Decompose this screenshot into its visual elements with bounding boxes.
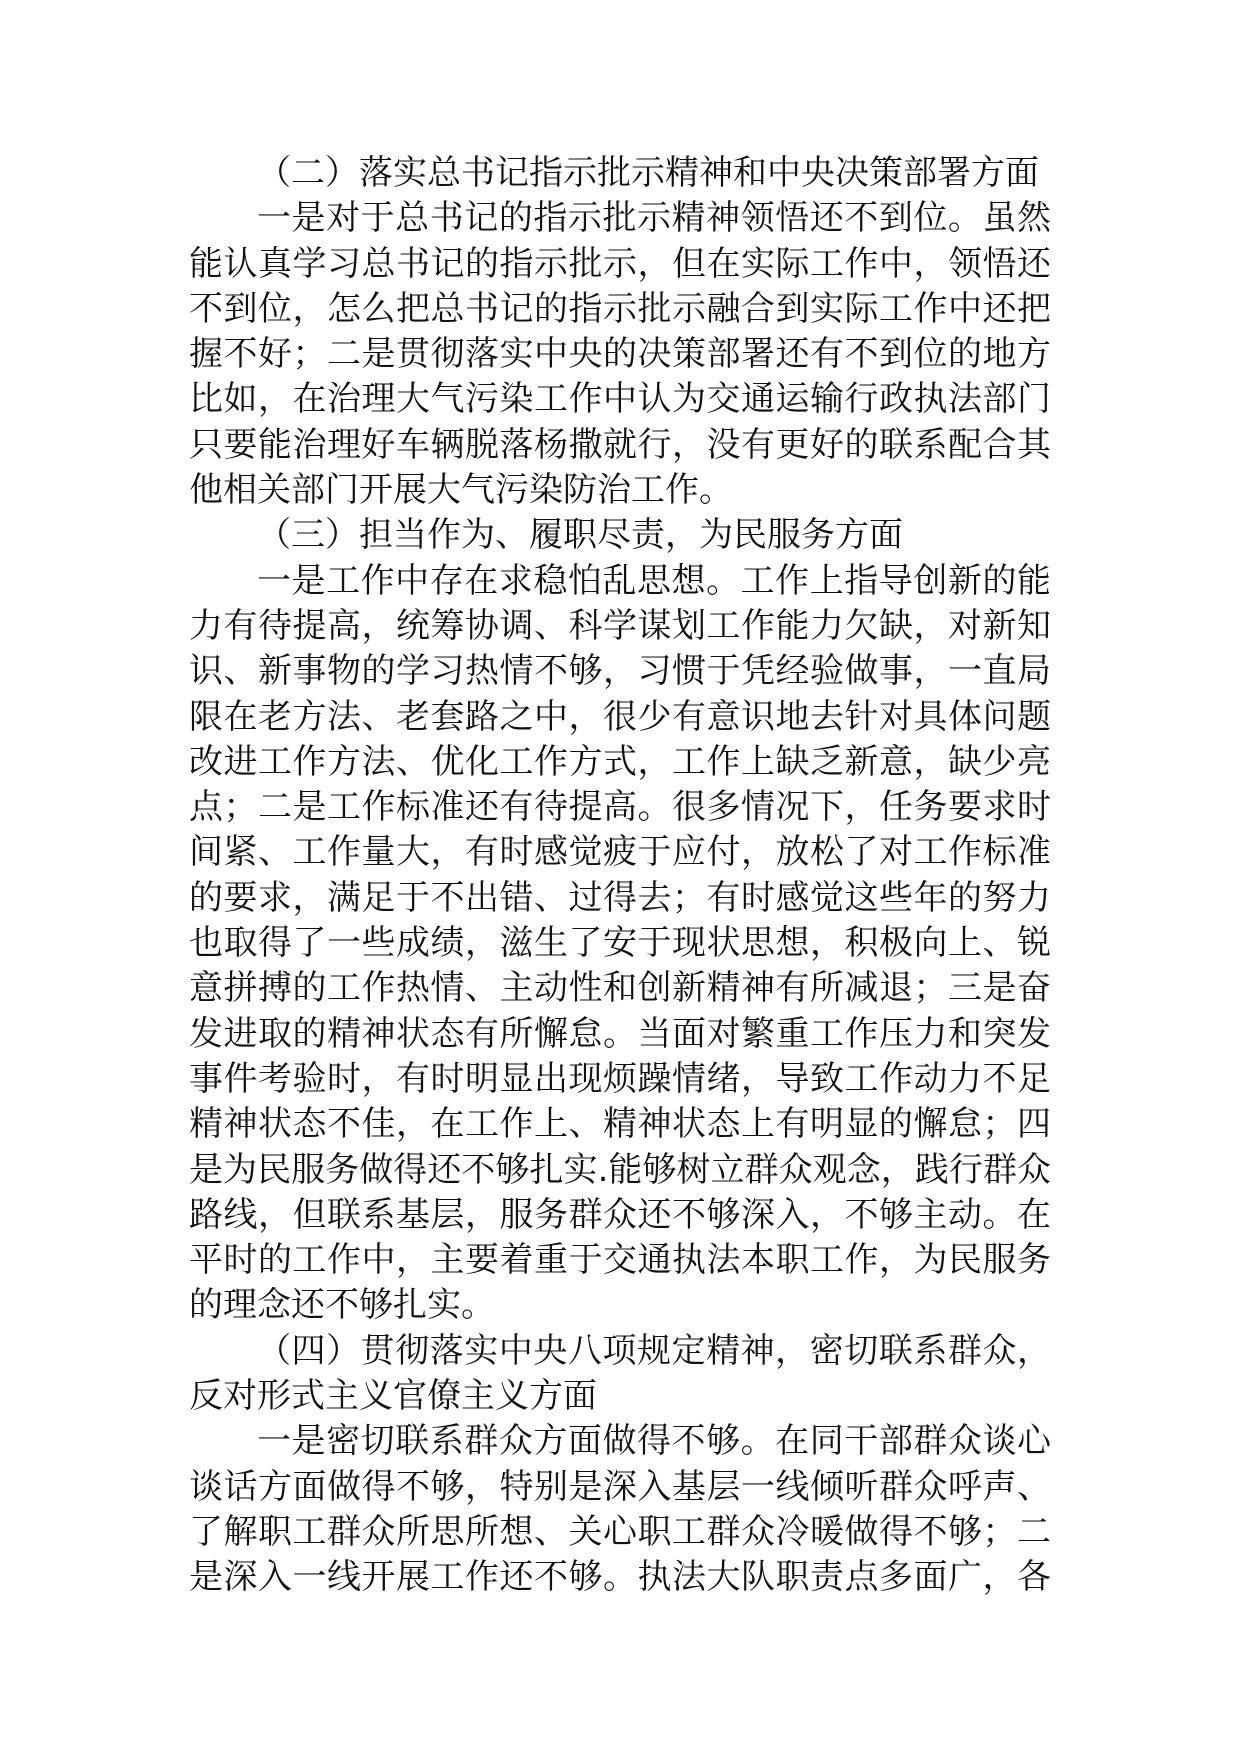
body-text-line: 路线，但联系基层，服务群众还不够深入，不够主动。在	[189, 1194, 1051, 1235]
body-text-line: 力有待提高，统筹协调、科学谋划工作能力欠缺，对新知	[189, 605, 1051, 646]
body-text-line: 能认真学习总书记的指示批示，但在实际工作中，领悟还	[189, 243, 1051, 284]
body-text-line: 了解职工群众所思所想、关心职工群众冷暖做得不够；二	[189, 1511, 1051, 1552]
body-text-line: 的要求，满足于不出错、过得去；有时感觉这些年的努力	[189, 877, 1051, 918]
paragraph-last-line: 反对形式主义官僚主义方面	[189, 1376, 597, 1417]
body-text-line: 比如，在治理大气污染工作中认为交通运输行政执法部门	[189, 379, 1051, 420]
section-heading: （四）贯彻落实中央八项规定精神，密切联系群众，	[257, 1330, 1051, 1371]
body-text-line: 精神状态不佳，在工作上、精神状态上有明显的懈怠；四	[189, 1104, 1051, 1145]
body-text-line: 握不好；二是贯彻落实中央的决策部署还有不到位的地方	[189, 334, 1051, 375]
body-text-line: 不到位，怎么把总书记的指示批示融合到实际工作中还把	[189, 288, 1051, 329]
paragraph-last-line: 的理念还不够扎实。	[189, 1285, 495, 1326]
body-text-line: 事件考验时，有时明显出现烦躁情绪，导致工作动力不足	[189, 1058, 1051, 1099]
paragraph-last-line: 他相关部门开展大气污染防治工作。	[189, 470, 733, 511]
body-text-line: 限在老方法、老套路之中，很少有意识地去针对具体问题	[189, 696, 1051, 737]
body-text-line: 也取得了一些成绩，滋生了安于现状思想，积极向上、锐	[189, 923, 1051, 964]
body-text-line: 是深入一线开展工作还不够。执法大队职责点多面广，各	[189, 1557, 1051, 1598]
body-text-line: 点；二是工作标准还有待提高。很多情况下，任务要求时	[189, 787, 1051, 828]
paragraph-first-line: 一是对于总书记的指示批示精神领悟还不到位。虽然	[257, 198, 1051, 239]
body-text-line: 平时的工作中，主要着重于交通执法本职工作，为民服务	[189, 1240, 1051, 1281]
paragraph-first-line: 一是密切联系群众方面做得不够。在同干部群众谈心	[257, 1421, 1051, 1462]
body-text-line: 间紧、工作量大，有时感觉疲于应付，放松了对工作标准	[189, 832, 1051, 873]
body-text-line: 谈话方面做得不够，特别是深入基层一线倾听群众呼声、	[189, 1466, 1051, 1507]
body-text-line: 改进工作方法、优化工作方式，工作上缺乏新意，缺少亮	[189, 741, 1051, 782]
body-text-line: 只要能治理好车辆脱落杨撒就行，没有更好的联系配合其	[189, 424, 1051, 465]
body-text-line: 意拼搏的工作热情、主动性和创新精神有所减退；三是奋	[189, 968, 1051, 1009]
section-heading: （三）担当作为、履职尽责，为民服务方面	[257, 515, 903, 556]
body-text-line: 是为民服务做得还不够扎实.能够树立群众观念，践行群众	[189, 1149, 1051, 1190]
document-page	[189, 151, 1051, 1601]
body-text-line: 识、新事物的学习热情不够，习惯于凭经验做事，一直局	[189, 651, 1051, 692]
body-text-line: 发进取的精神状态有所懈怠。当面对繁重工作压力和突发	[189, 1013, 1051, 1054]
paragraph-first-line: 一是工作中存在求稳怕乱思想。工作上指导创新的能	[257, 560, 1051, 601]
section-heading: （二）落实总书记指示批示精神和中央决策部署方面	[257, 153, 1039, 193]
